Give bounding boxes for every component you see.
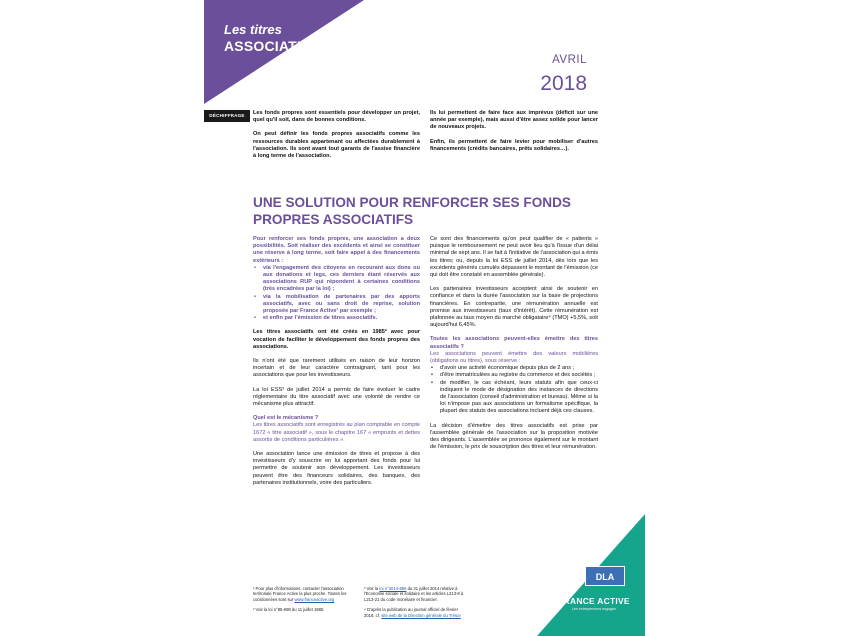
intro-right-p2: Enfin, ils permettent de faire levier pour mobiliser d'autres financements (crédits bancaires, prêts solidaires…). <box>430 138 598 152</box>
france-active-tagline: Les entrepreneurs engagés <box>572 607 616 611</box>
col2-p2: Les partenaires investisseurs acceptent ainsi de soutenir en confiance et dans la durée l'association sur la base de projections financières. En contrepartie, une rémunération annuelle est promise aux investisseurs (taux d'intérêt). Cette rémunération est plafonnée au taux moyen du marché obligataire⁴ (TMO) +5,5%, soit aujourd'hui 6,45%. <box>430 286 598 329</box>
title-top: Les titres <box>224 22 282 37</box>
intro-right-p1: Ils lui permettent de faire face aux imprévus (déficit sur une année par exemple), mais aussi d'être assez solide pour lancer de nouveaux projets. <box>430 110 598 131</box>
footnote-3-end: du 31 juillet 2014 relative à l'Economie sociale et solidaire et les articles L213-8 à L213-21 du code monétaire et financier. <box>364 586 464 602</box>
list-item: • et enfin par l'émission de titres associatifs. <box>253 315 420 322</box>
footnote-4: ⁴ D'après la publication au journal officiel de février 2018, cf. <box>364 607 458 618</box>
intro-left-p1: Les fonds propres sont essentiels pour développer un projet, quel qu'il soit, dans de bonnes conditions. <box>253 110 420 124</box>
document-page <box>204 0 645 636</box>
issue-month: AVRIL <box>552 54 587 66</box>
col2-question-title: Toutes les associations peuvent-elles émettre des titres associatifs ? <box>430 336 598 350</box>
col2-p1: Ce sont des financements qu'on peut qualifier de « patients » puisque le remboursement ne peut avoir lieu qu'à l'issue d'un délai minimal de sept ans. Il se fait à l'initiative de l'association qui a émis les titres; ou, depuis la loi ESS de juillet 2014, dès lors que les excédents générés cumulés dépassent le montant de l'émission (ce qui doit être constaté en assemblée générale). <box>430 236 598 279</box>
footnote-2: ² Voir la loi n°85-698 du 11 juillet 1985. <box>253 607 325 613</box>
intro-left-p2: On peut définir les fonds propres associatifs comme les ressources durables appartenant ou affectées durablement à l'association. Ils sont avant tout garants de l'assise financière à long terme de l'association. <box>253 131 420 160</box>
col1-p3: La loi ESS³ de juillet 2014 a permis de faire évoluer le cadre réglementaire du titre associatif avec une volonté de rendre ce mécanisme plus attractif. <box>253 386 420 408</box>
dla-logo: DLA <box>585 566 625 586</box>
col1-lead: Pour renforcer ses fonds propres, une association a deux possibilités. Soit réaliser des excédents et ainsi se constituer une réserve à long terme, soit faire appel à des financements extérieurs : <box>253 236 420 264</box>
footnotes-right <box>364 586 464 618</box>
column-1 <box>253 236 420 487</box>
list-item: • d'être immatriculées au registre du commerce et des sociétés ; <box>430 372 598 379</box>
list-item: • de modifier, le cas échéant, leurs statuts afin que ceux-ci indiquent le mode de désignation des instances de directions de l'association (conseil d'administration et bureau). Même si la loi n'impose pas aux associations un formalisme spécifique, la plupart des statuts des associations incluent déjà ces clauses. <box>430 380 598 416</box>
section-tag: DÉCHIFFRAGE <box>204 110 250 122</box>
footnote-3-start: ³ Voir la <box>364 586 379 591</box>
issue-year: 2018 <box>540 72 587 95</box>
list-item: • via l'engagement des citoyens en recourant aux dons ou aux donations et legs, ces derniers étant réservés aux associations RUP qui répondent à certaines conditions (très encadrées par la loi) ; <box>253 265 420 294</box>
col2-bullet-list <box>430 365 598 415</box>
list-item: • via la mobilisation de partenaires par des apports associatifs, avec ou sans droit de reprise, solution proposée par France Active¹ par exemple ; <box>253 294 420 316</box>
section-heading: UNE SOLUTION POUR RENFORCER SES FONDS PROPRES ASSOCIATIFS <box>253 195 571 227</box>
footnotes-left <box>253 586 359 613</box>
col1-p2: Ils n'ont été que rarement utilisés en raison de leur horizon incertain et de leur caractère contraignant, tant pour les associations que pour les investisseurs. <box>253 358 420 379</box>
intro-left <box>253 110 420 160</box>
title-main: ASSOCIATIFS <box>224 38 320 54</box>
column-2 <box>430 236 598 451</box>
france-active-logo: FRANCE ACTIVE <box>558 596 630 606</box>
list-item: • d'avoir une activité économique depuis plus de 2 ans ; <box>430 365 598 372</box>
loi-2014-link[interactable]: loi n°2014-856 <box>379 586 407 591</box>
col1-p1: Les titres associatifs ont été créés en 1985² avec pour vocation de faciliter le développement des fonds propres des associations. <box>253 329 420 350</box>
col1-question-text: Les titres associatifs sont enregistrés au plan comptable en compte 1672 « titre associatif », sous le chapitre 167 « emprunts et dettes assortis de conditions particulières ». <box>253 422 420 443</box>
franceactive-link[interactable]: www.franceactive.org <box>294 596 335 602</box>
col1-bullet-list <box>253 265 420 323</box>
footnote-1: ¹ Pour plus d'informations, contacter l'association territoriale France Active la plus proche. Toutes les coordonnées sont sur <box>253 586 347 602</box>
col1-p4: Une association lance une émission de titres et propose à des investisseurs d'y souscrire en lui apportant des fonds pour lui permettre de soutenir son développement. Les investisseurs peuvent être des financeurs solidaires, des banques, des partenaires institutionnels, voire des particuliers. <box>253 451 420 486</box>
col2-p3: La décision d'émettre des titres associatifs est prise par l'assemblée générale de l'association sur la proposition motivée des dirigeants. L'assemblée se prononce également sur le montant de l'émission, le prix de souscription des titres et leur rémunération. <box>430 422 598 451</box>
tresor-link[interactable]: site web de la Direction générale du Trésor <box>381 612 461 618</box>
intro-right <box>430 110 598 153</box>
col1-question-title: Quel est le mécanisme ? <box>253 415 319 422</box>
col2-question-text: Les associations peuvent émettre des valeurs mobilières (obligations ou titres), sous réserve : <box>430 350 598 365</box>
